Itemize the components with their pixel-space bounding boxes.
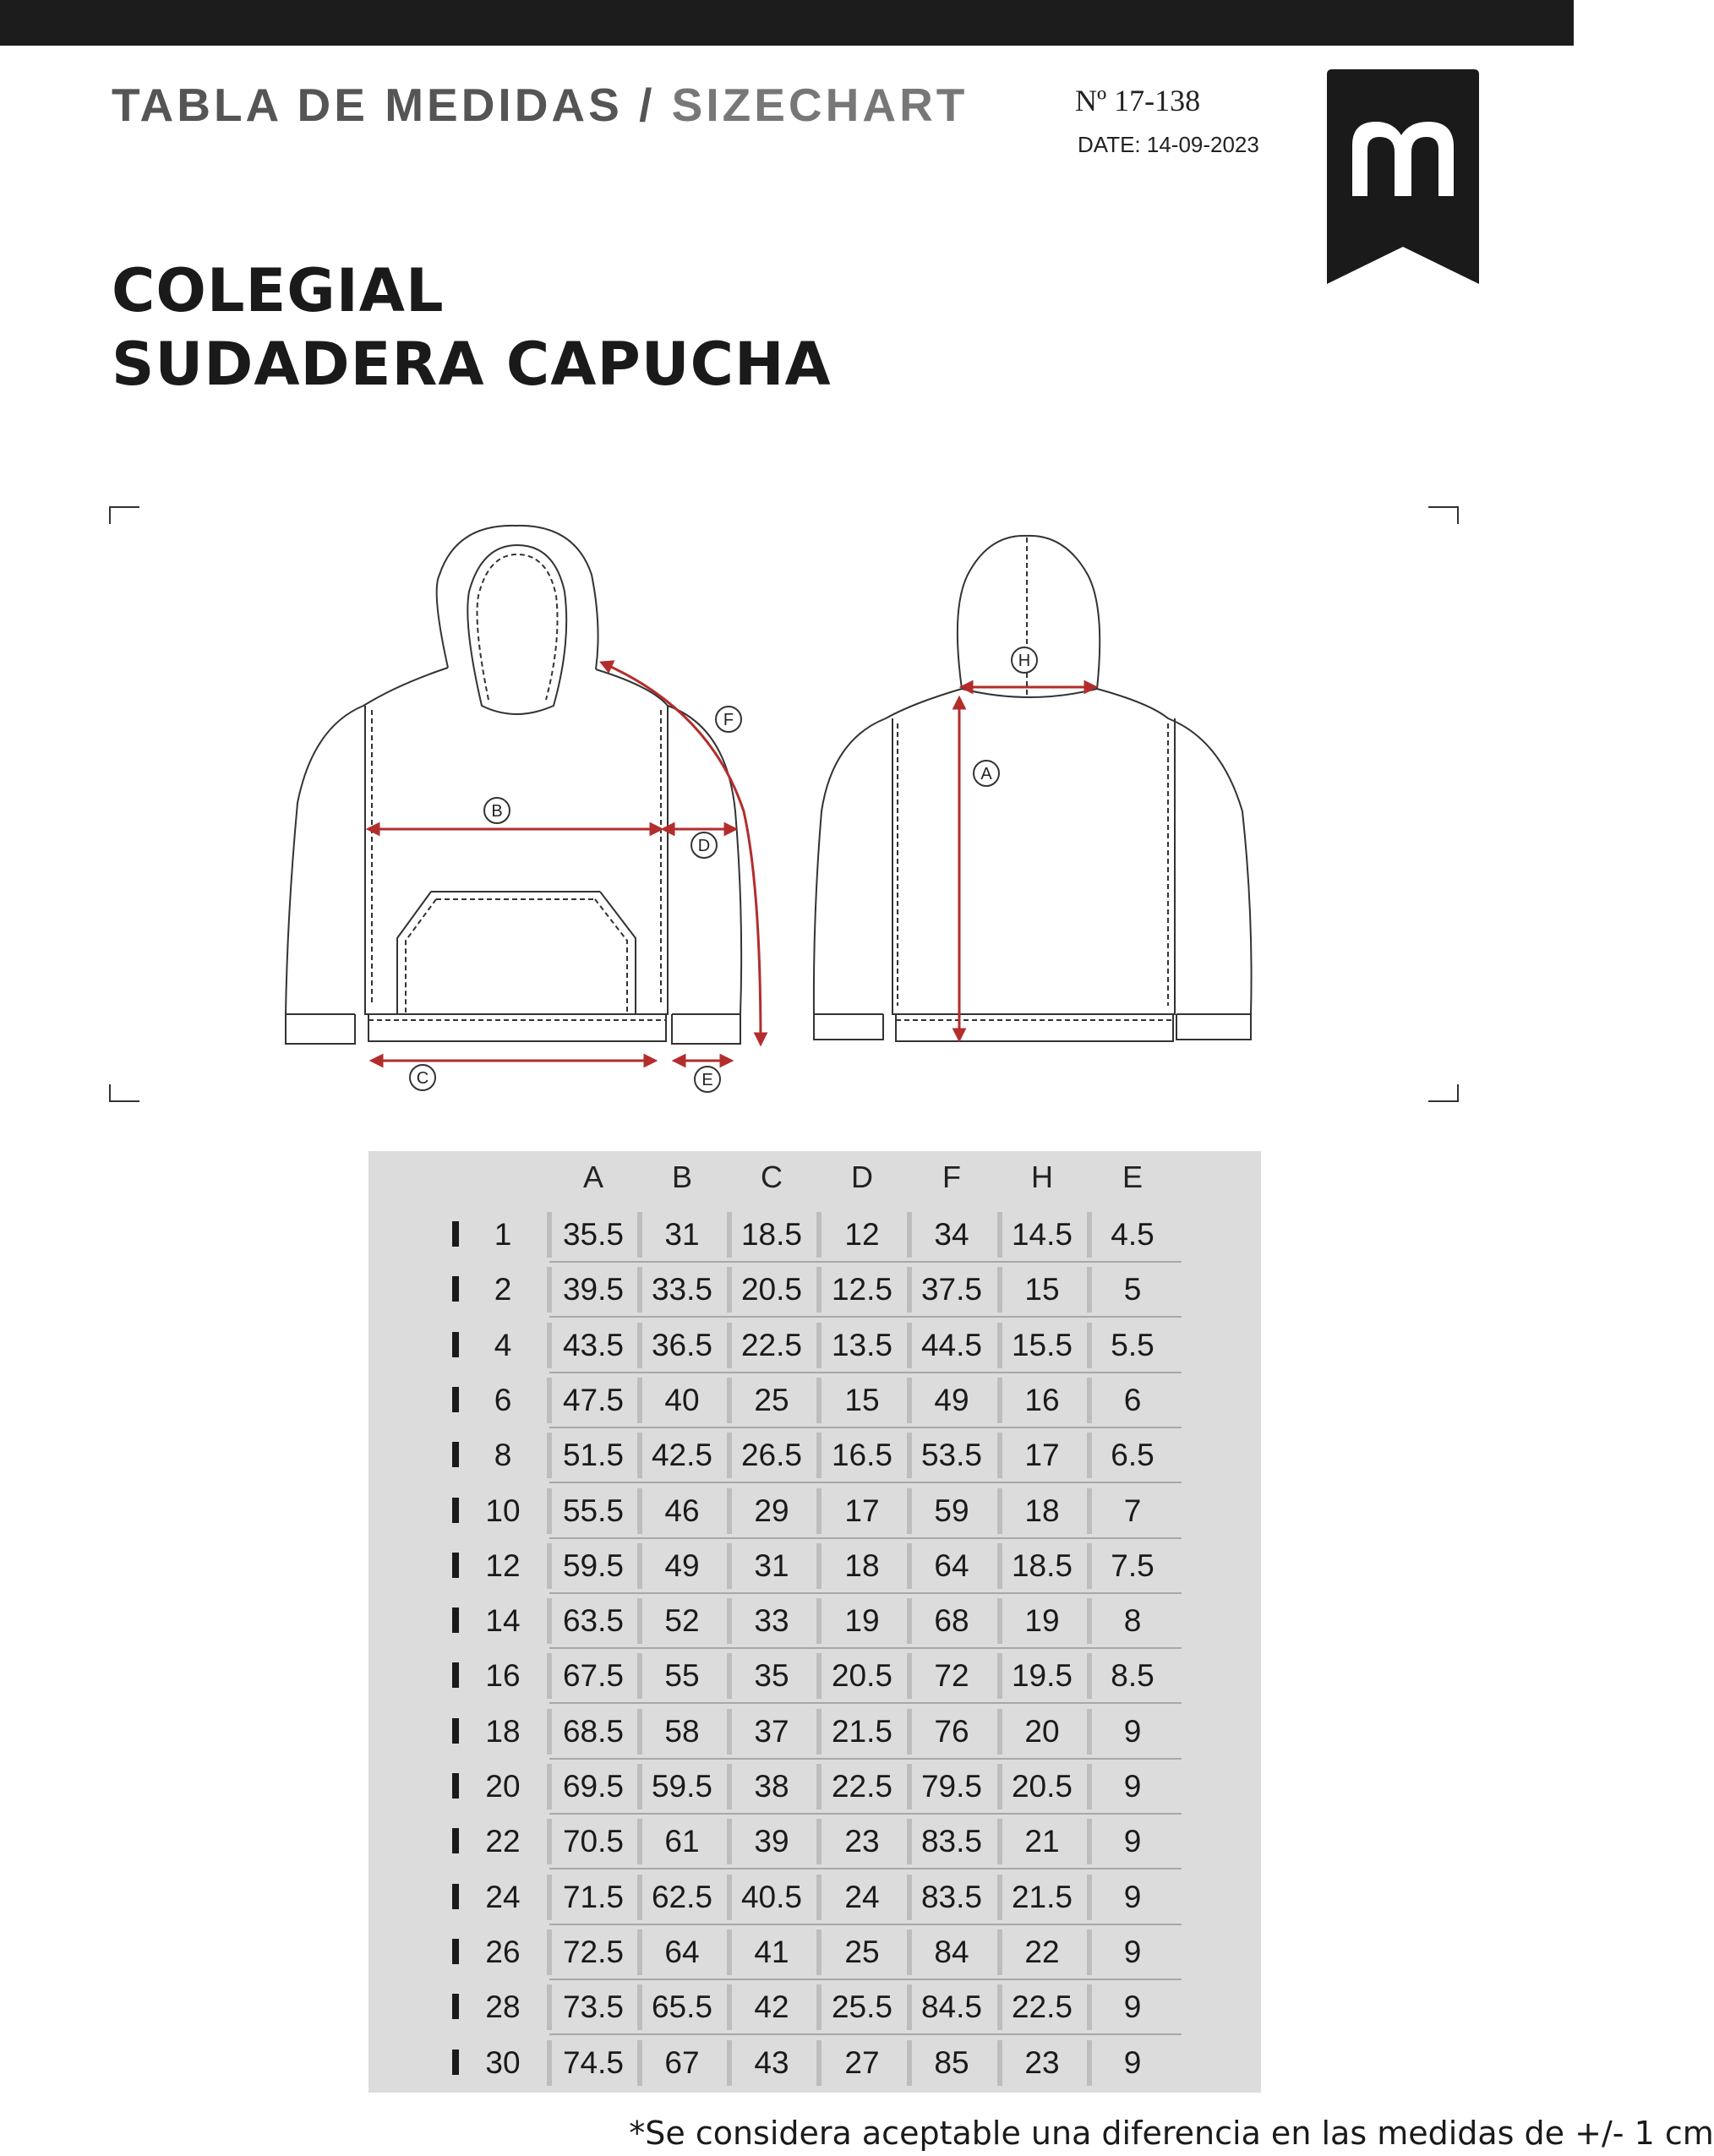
value-cell: 59.5: [562, 1547, 624, 1583]
value-cell: 64: [664, 1934, 700, 1969]
value-cell: 25: [844, 1934, 880, 1969]
value-cell: 68: [934, 1603, 969, 1639]
row-marker: [452, 1828, 459, 1853]
value-cell: 61: [664, 1824, 700, 1859]
column-header: C: [761, 1160, 783, 1194]
value-cell: 22.5: [740, 1327, 802, 1362]
value-cell: 22.5: [1011, 1990, 1073, 2025]
value-cell: 23: [844, 1824, 880, 1859]
footnote: [0, 2115, 1714, 2152]
value-cell: 72.5: [562, 1934, 624, 1969]
value-cell: 43: [754, 2044, 789, 2080]
row-marker: [452, 1332, 459, 1357]
value-cell: 51.5: [562, 1438, 624, 1473]
value-cell: 15.5: [1011, 1327, 1073, 1362]
value-cell: 47.5: [562, 1382, 624, 1417]
label-e: E: [701, 1071, 713, 1089]
value-cell: 20.5: [831, 1658, 892, 1694]
value-cell: 58: [664, 1713, 700, 1749]
value-cell: 67.5: [562, 1658, 624, 1694]
value-cell: 17: [1024, 1438, 1060, 1473]
value-cell: 9: [1123, 1824, 1142, 1859]
reference-number: Nº 17-138: [1075, 84, 1201, 117]
size-cell: 1: [494, 1217, 512, 1252]
title-english: SIZECHART: [671, 79, 969, 131]
value-cell: 25.5: [831, 1990, 892, 2025]
value-cell: 40.5: [740, 1879, 802, 1914]
row-marker: [452, 1662, 459, 1688]
value-cell: 18: [844, 1547, 880, 1583]
value-cell: 8: [1123, 1603, 1142, 1639]
value-cell: 63.5: [562, 1603, 624, 1639]
value-cell: 16: [1024, 1382, 1060, 1417]
value-cell: 55: [664, 1658, 700, 1694]
value-cell: 20.5: [740, 1272, 802, 1307]
label-c: C: [416, 1069, 429, 1088]
table-row: [0, 1704, 1574, 1759]
row-marker: [452, 2050, 459, 2075]
value-cell: 15: [1024, 1272, 1060, 1307]
size-cell: 22: [485, 1824, 521, 1859]
size-cell: 6: [494, 1382, 512, 1417]
value-cell: 39.5: [562, 1272, 624, 1307]
size-cell: 14: [485, 1603, 521, 1639]
table-row: [0, 1318, 1574, 1373]
hoodie-front-drawing: [286, 526, 741, 1044]
value-cell: 70.5: [562, 1824, 624, 1859]
size-cell: 12: [485, 1547, 521, 1583]
table-row: [0, 1427, 1574, 1482]
row-marker: [452, 1773, 459, 1798]
value-cell: 24: [844, 1879, 880, 1914]
product-name: SUDADERA CAPUCHA: [112, 330, 832, 399]
logo-letter-m: [1352, 122, 1454, 196]
row-marker: [452, 1442, 459, 1467]
column-header: H: [1031, 1160, 1053, 1194]
brand-logo: [1327, 69, 1479, 289]
value-cell: 83.5: [920, 1879, 982, 1914]
column-header: E: [1122, 1160, 1143, 1194]
value-cell: 59.5: [651, 1769, 712, 1804]
value-cell: 84: [934, 1934, 969, 1969]
value-cell: 34: [934, 1217, 969, 1252]
value-cell: 19.5: [1011, 1658, 1073, 1694]
row-marker: [452, 1553, 459, 1578]
value-cell: 6: [1123, 1382, 1142, 1417]
size-cell: 26: [485, 1934, 521, 1969]
row-marker: [452, 1939, 459, 1964]
value-cell: 41: [754, 1934, 789, 1969]
value-cell: 46: [664, 1493, 700, 1528]
value-cell: 29: [754, 1493, 789, 1528]
value-cell: 4.5: [1111, 1217, 1154, 1252]
size-cell: 10: [485, 1493, 521, 1528]
size-cell: 28: [485, 1990, 521, 2025]
value-cell: 73.5: [562, 1990, 624, 2025]
value-cell: 17: [844, 1493, 880, 1528]
value-cell: 72: [934, 1658, 969, 1694]
value-cell: 22: [1024, 1934, 1060, 1969]
table-row: [0, 2035, 1574, 2090]
table-row: [0, 1924, 1574, 1979]
top-bar: [0, 0, 1574, 46]
label-f: F: [723, 711, 734, 729]
table-row: [0, 1262, 1574, 1317]
table-row: [0, 1207, 1574, 1262]
value-cell: 69.5: [562, 1769, 624, 1804]
value-cell: 33: [754, 1603, 789, 1639]
value-cell: 85: [934, 2044, 969, 2080]
size-cell: 24: [485, 1879, 521, 1914]
label-d: D: [697, 837, 711, 855]
size-cell: 18: [485, 1713, 521, 1749]
value-cell: 19: [1024, 1603, 1060, 1639]
value-cell: 42: [754, 1990, 789, 2025]
value-cell: 7: [1123, 1493, 1142, 1528]
table-row: [0, 1483, 1574, 1538]
value-cell: 22.5: [831, 1769, 892, 1804]
value-cell: 31: [754, 1547, 789, 1583]
value-cell: 21: [1024, 1824, 1060, 1859]
value-cell: 6.5: [1111, 1438, 1154, 1473]
value-cell: 71.5: [562, 1879, 624, 1914]
column-header: B: [671, 1160, 692, 1194]
value-cell: 18.5: [740, 1217, 802, 1252]
size-cell: 20: [485, 1769, 521, 1804]
table-row: [0, 1814, 1574, 1869]
value-cell: 12: [844, 1217, 880, 1252]
value-cell: 37: [754, 1713, 789, 1749]
value-cell: 9: [1123, 1990, 1142, 2025]
table-row: [0, 1648, 1574, 1703]
value-cell: 31: [664, 1217, 700, 1252]
value-cell: 18.5: [1011, 1547, 1073, 1583]
column-header: F: [942, 1160, 961, 1194]
table-row: [0, 1538, 1574, 1593]
table-row: [0, 1979, 1574, 2034]
value-cell: 9: [1123, 1713, 1142, 1749]
value-cell: 74.5: [562, 2044, 624, 2080]
footnote-text: *Se considera aceptable una diferencia en las medidas de +/- 1 cm: [629, 2115, 1714, 2152]
size-cell: 2: [494, 1272, 512, 1307]
document-date: DATE: 14-09-2023: [1078, 132, 1259, 157]
value-cell: 9: [1123, 1879, 1142, 1914]
product-category: COLEGIAL: [112, 256, 445, 325]
value-cell: 53.5: [920, 1438, 982, 1473]
column-header: D: [851, 1160, 873, 1194]
value-cell: 55.5: [562, 1493, 624, 1528]
value-cell: 49: [664, 1547, 700, 1583]
row-marker: [452, 1221, 459, 1247]
size-cell: 8: [494, 1438, 512, 1473]
value-cell: 42.5: [651, 1438, 712, 1473]
value-cell: 64: [934, 1547, 969, 1583]
table-row: [0, 1759, 1574, 1814]
row-marker: [452, 1994, 459, 2019]
value-cell: 14.5: [1011, 1217, 1073, 1252]
label-h: H: [1018, 652, 1031, 670]
value-cell: 19: [844, 1603, 880, 1639]
value-cell: 21.5: [1011, 1879, 1073, 1914]
size-cell: 30: [485, 2044, 521, 2080]
value-cell: 52: [664, 1603, 700, 1639]
value-cell: 43.5: [562, 1327, 624, 1362]
value-cell: 13.5: [831, 1327, 892, 1362]
row-marker: [452, 1498, 459, 1523]
row-marker: [452, 1607, 459, 1633]
value-cell: 35.5: [562, 1217, 624, 1252]
garment-diagram: [0, 473, 1574, 1116]
value-cell: 9: [1123, 1934, 1142, 1969]
title-spanish: TABLA DE MEDIDAS: [112, 79, 623, 131]
value-cell: 12.5: [831, 1272, 892, 1307]
table-row: [0, 1593, 1574, 1648]
value-cell: 39: [754, 1824, 789, 1859]
value-cell: 9: [1123, 2044, 1142, 2080]
row-marker: [452, 1884, 459, 1909]
value-cell: 33.5: [651, 1272, 712, 1307]
value-cell: 18: [1024, 1493, 1060, 1528]
value-cell: 9: [1123, 1769, 1142, 1804]
table-row: [0, 1869, 1574, 1924]
value-cell: 7.5: [1111, 1547, 1154, 1583]
value-cell: 5.5: [1111, 1327, 1154, 1362]
label-b: B: [491, 802, 503, 821]
value-cell: 5: [1123, 1272, 1142, 1307]
value-cell: 20.5: [1011, 1769, 1073, 1804]
size-cell: 4: [494, 1327, 512, 1362]
title-separator: /: [622, 79, 672, 131]
value-cell: 21.5: [831, 1713, 892, 1749]
value-cell: 68.5: [562, 1713, 624, 1749]
crop-corner-marks: [110, 507, 1458, 1101]
label-a: A: [980, 765, 992, 783]
value-cell: 59: [934, 1493, 969, 1528]
value-cell: 79.5: [920, 1769, 982, 1804]
value-cell: 65.5: [651, 1990, 712, 2025]
row-marker: [452, 1276, 459, 1302]
value-cell: 49: [934, 1382, 969, 1417]
value-cell: 35: [754, 1658, 789, 1694]
row-marker: [452, 1718, 459, 1744]
value-cell: 83.5: [920, 1824, 982, 1859]
table-row: [0, 1373, 1574, 1427]
hoodie-back-drawing: [814, 536, 1252, 1041]
value-cell: 76: [934, 1713, 969, 1749]
value-cell: 38: [754, 1769, 789, 1804]
value-cell: 15: [844, 1382, 880, 1417]
row-marker: [452, 1387, 459, 1412]
value-cell: 84.5: [920, 1990, 982, 2025]
value-cell: 67: [664, 2044, 700, 2080]
size-cell: 16: [485, 1658, 521, 1694]
value-cell: 40: [664, 1382, 700, 1417]
column-header: A: [582, 1160, 603, 1194]
value-cell: 16.5: [831, 1438, 892, 1473]
value-cell: 20: [1024, 1713, 1060, 1749]
value-cell: 8.5: [1111, 1658, 1154, 1694]
value-cell: 25: [754, 1382, 789, 1417]
value-cell: 37.5: [920, 1272, 982, 1307]
value-cell: 26.5: [740, 1438, 802, 1473]
value-cell: 62.5: [651, 1879, 712, 1914]
value-cell: 27: [844, 2044, 880, 2080]
value-cell: 23: [1024, 2044, 1060, 2080]
value-cell: 36.5: [651, 1327, 712, 1362]
value-cell: 44.5: [920, 1327, 982, 1362]
document-title: [112, 78, 968, 132]
